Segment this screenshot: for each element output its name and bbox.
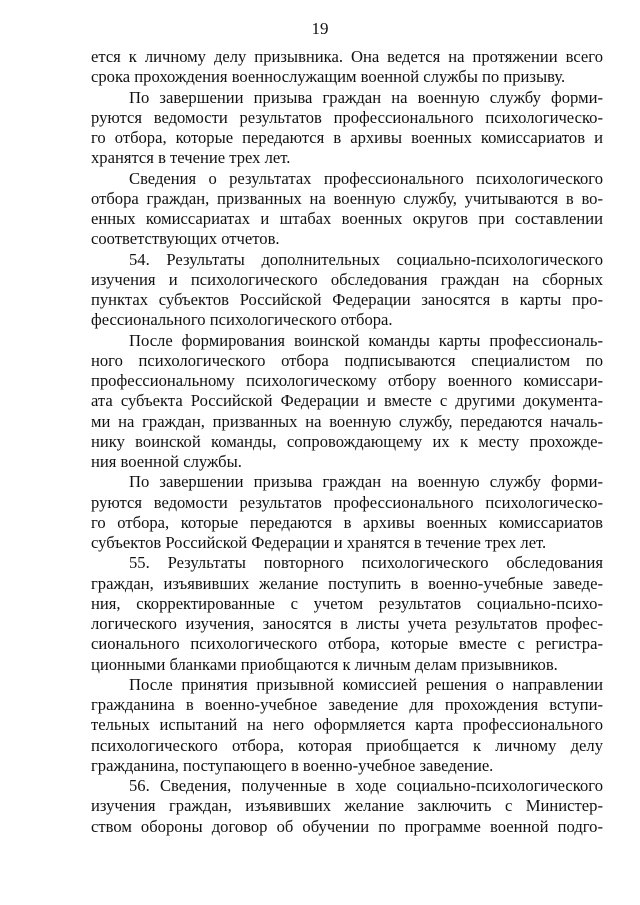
text-line: тельных испытаний на него оформляется карта профессионального: [91, 715, 603, 735]
text-line: отбора граждан, призванных на военную службу, учитываются в во-: [91, 188, 603, 208]
text-line: ата субъекта Российской Федерации и вместе с другими документа-: [91, 391, 603, 411]
text-line: 56. Сведения, полученные в ходе социально-психологического: [129, 776, 603, 795]
text-line: ного психологического отбора подписываются специалистом по: [91, 350, 603, 370]
text-line: изучения и психологического обследования граждан на сборных: [91, 269, 603, 289]
text-line: срока прохождения военнослужащим военной службы по призыву.: [91, 67, 566, 87]
paragraph: [91, 472, 603, 553]
text-line: граждан, изъявивших желание поступить в военно-учебные заведе-: [91, 573, 603, 593]
text-line: го отбора, которые передаются в архивы военных комиссариатов и: [91, 128, 603, 147]
paragraph: [91, 776, 603, 837]
text-line: го отбора, которые передаются в архивы военных комиссариатов: [91, 512, 603, 532]
text-line: нику воинской команды, сопровождающему их к месту прохожде-: [91, 431, 603, 451]
text-line: 54. Результаты дополнительных социально-психологического: [129, 249, 603, 269]
paragraph: [91, 675, 603, 776]
text-line: ется к личному делу призывника. Она ведется на протяжении всего: [91, 47, 603, 66]
text-line: субъектов Российской Федерации и хранятся в течение трех лет.: [91, 533, 547, 552]
text-line: руются ведомости результатов профессионального психологическо-: [91, 107, 603, 127]
text-line: руются ведомости результатов профессионального психологическо-: [91, 492, 603, 512]
text-line: По завершении призыва граждан на военную службу форми-: [129, 87, 603, 107]
document-body: [91, 47, 603, 837]
text-line: ством обороны договор об обучении по программе военной подго-: [91, 816, 603, 836]
paragraph: [91, 250, 603, 331]
paragraph: [91, 331, 603, 473]
paragraph: [91, 47, 603, 88]
text-line: психологического отбора, которая приобщается к личному делу: [91, 735, 603, 755]
text-line: ния военной службы.: [91, 452, 242, 471]
text-line: ционными бланками приобщаются к личным делам призывников.: [91, 654, 558, 674]
text-line: гражданина в военно-учебное заведение для прохождения вступи-: [91, 695, 603, 714]
text-line: изучения граждан, изъявивших желание заключить с Министер-: [91, 796, 603, 816]
paragraph: [91, 553, 603, 675]
text-line: пунктах субъектов Российской Федерации заносятся в карты про-: [91, 290, 603, 309]
paragraph: [91, 88, 603, 169]
text-line: хранятся в течение трех лет.: [91, 148, 291, 168]
text-line: логического изучения, заносятся в листы учета результатов профес-: [91, 614, 603, 633]
text-line: ния, скорректированные с учетом результатов социально-психо-: [91, 593, 603, 613]
text-line: После формирования воинской команды карты профессиональ-: [129, 330, 603, 350]
text-line: профессиональному психологическому отбору военного комиссари-: [91, 371, 603, 390]
page-number: 19: [311, 19, 329, 38]
text-line: гражданина, поступающего в военно-учебное заведение.: [91, 755, 494, 775]
text-line: 55. Результаты повторного психологического обследования: [129, 553, 603, 573]
text-line: По завершении призыва граждан на военную службу форми-: [129, 472, 603, 492]
paragraph: [91, 169, 603, 250]
text-line: сионального психологического отбора, которые вместе с регистра-: [91, 634, 603, 654]
text-line: соответствующих отчетов.: [91, 229, 280, 249]
text-line: После принятия призывной комиссией решения о направлении: [129, 674, 603, 694]
text-line: ми на граждан, призванных на военную службу, передаются началь-: [91, 411, 603, 431]
text-line: енных комиссариатах и штабах военных округов при составлении: [91, 209, 603, 228]
text-line: фессионального психологического отбора.: [91, 310, 393, 330]
text-line: Сведения о результатах профессионального психологического: [129, 168, 603, 188]
